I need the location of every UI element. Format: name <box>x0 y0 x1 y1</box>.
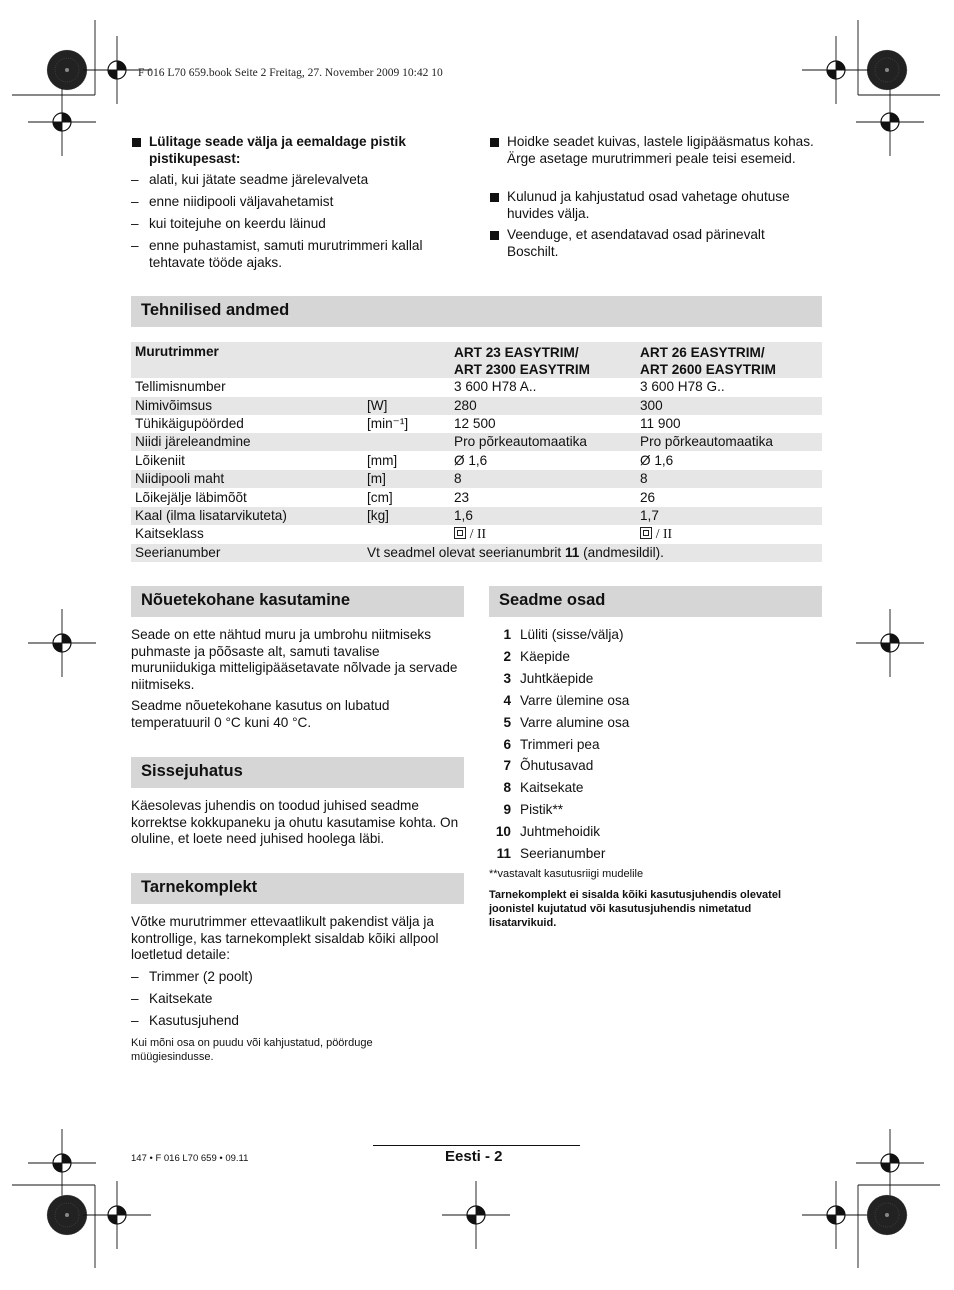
safety-bullet-bold: Lülitage seade välja ja eemaldage pistik pistikupesast: <box>149 134 406 166</box>
list-item: 6 Trimmeri pea <box>503 737 600 752</box>
protection-class-icon <box>454 527 466 539</box>
table-row: Seerianumber Vt seadmel olevat seerianumbrit 11 (andmesildil). <box>131 544 822 562</box>
intro-heading: Sissejuhatus <box>131 757 464 788</box>
safety-right-item: Kulunud ja kahjustatud osad vahetage ohutuse huvides välja. <box>507 189 790 221</box>
list-item: 5 Varre alumine osa <box>503 715 630 730</box>
footer-rule <box>373 1145 580 1146</box>
book-header: F 016 L70 659.book Seite 2 Freitag, 27. November 2009 10:42 10 <box>138 67 443 79</box>
intro-para: Käesolevas juhendis on toodud juhised seadme korrektse kokkupaneku ja ohutu kasutamise kohta. On oluline, et loete need juhised hoolega läbi. <box>131 798 459 847</box>
table-row: Niidipooli maht [m] 8 8 <box>131 470 822 488</box>
table-row: Nimivõimsus [W] 280 300 <box>131 397 822 415</box>
bullet-square-icon <box>132 138 141 147</box>
table-row: Lõikejälje läbimõõt [cm] 23 26 <box>135 490 656 505</box>
delivery-para: Võtke murutrimmer ettevaatlikult pakendist välja ja kontrollige, kas tarnekomplekt sisaldab kõiki allpool loetletud detaile: <box>131 914 439 963</box>
table-row: Niidi järeleandmine Pro põrkeautomaatika Pro põrkeautomaatika <box>131 433 822 451</box>
delivery-heading: Tarnekomplekt <box>131 873 464 904</box>
list-item: 4 Varre ülemine osa <box>503 693 630 708</box>
intended-use-para: Seadme nõuetekohane kasutus on lubatud temperatuuril 0 °C kuni 40 °C. <box>131 698 390 730</box>
protection-class-icon <box>640 527 652 539</box>
list-item: 8 Kaitsekate <box>503 780 584 795</box>
list-item: 7 Õhutusavad <box>503 758 594 773</box>
table-row: Kaal (ilma lisatarvikuteta) [kg] 1,6 1,7 <box>131 507 822 525</box>
bullet-square-icon <box>490 138 499 147</box>
list-item: 9 Pistik** <box>503 802 564 817</box>
table-row: Tühikäigupöörded [min⁻¹] 12 500 11 900 <box>135 416 681 431</box>
parts-footnote: **vastavalt kasutusriigi mudelile <box>489 868 644 880</box>
intended-use-heading: Nõuetekohane kasutamine <box>131 586 464 617</box>
safety-right-item: Veenduge, et asendatavad osad pärinevalt Boschilt. <box>507 227 765 259</box>
tech-heading: Tehnilised andmed <box>131 296 822 327</box>
safety-right-item: Hoidke seadet kuivas, lastele ligipääsmatus kohas. Ärge asetage murutrimmeri peale teisi esemeid. <box>507 134 814 166</box>
table-row: Tellimisnumber 3 600 H78 A.. 3 600 H78 G.. <box>135 379 725 394</box>
tech-table-header: Murutrimmer ART 23 EASYTRIM/ ART 2300 EASYTRIM ART 26 EASYTRIM/ ART 2600 EASYTRIM <box>131 342 822 378</box>
parts-heading: Seadme osad <box>489 586 822 617</box>
page-number: Eesti - 2 <box>445 1148 503 1165</box>
list-item: 2 Käepide <box>503 649 570 664</box>
list-item: 11 Seerianumber <box>496 846 606 861</box>
list-item: 10 Juhtmehoidik <box>495 824 601 839</box>
parts-bold-note: Tarnekomplekt ei sisalda kõiki kasutusjuhendis olevatel joonistel kujutatud või kasutusjuhendis nimetatud lisatarvikuid. <box>489 889 782 929</box>
delivery-note: Kui mõni osa on puudu või kahjustatud, pöörduge müügiesindusse. <box>131 1037 373 1063</box>
table-row: Kaitseklass / II / II <box>135 526 673 541</box>
bullet-square-icon <box>490 231 499 240</box>
bullet-square-icon <box>490 193 499 202</box>
list-item: 3 Juhtkäepide <box>503 671 594 686</box>
footer-code: 147 • F 016 L70 659 • 09.11 <box>131 1153 249 1164</box>
list-item: 1 Lüliti (sisse/välja) <box>503 627 624 642</box>
table-row: Lõikeniit [mm] Ø 1,6 Ø 1,6 <box>135 453 674 468</box>
intended-use-para: Seade on ette nähtud muru ja umbrohu niitmiseks puhmaste ja põõsaste alt, samuti tavalise muruniidukiga mitteligipääsetavate nõlvade ja servade niitmiseks. <box>131 627 458 692</box>
